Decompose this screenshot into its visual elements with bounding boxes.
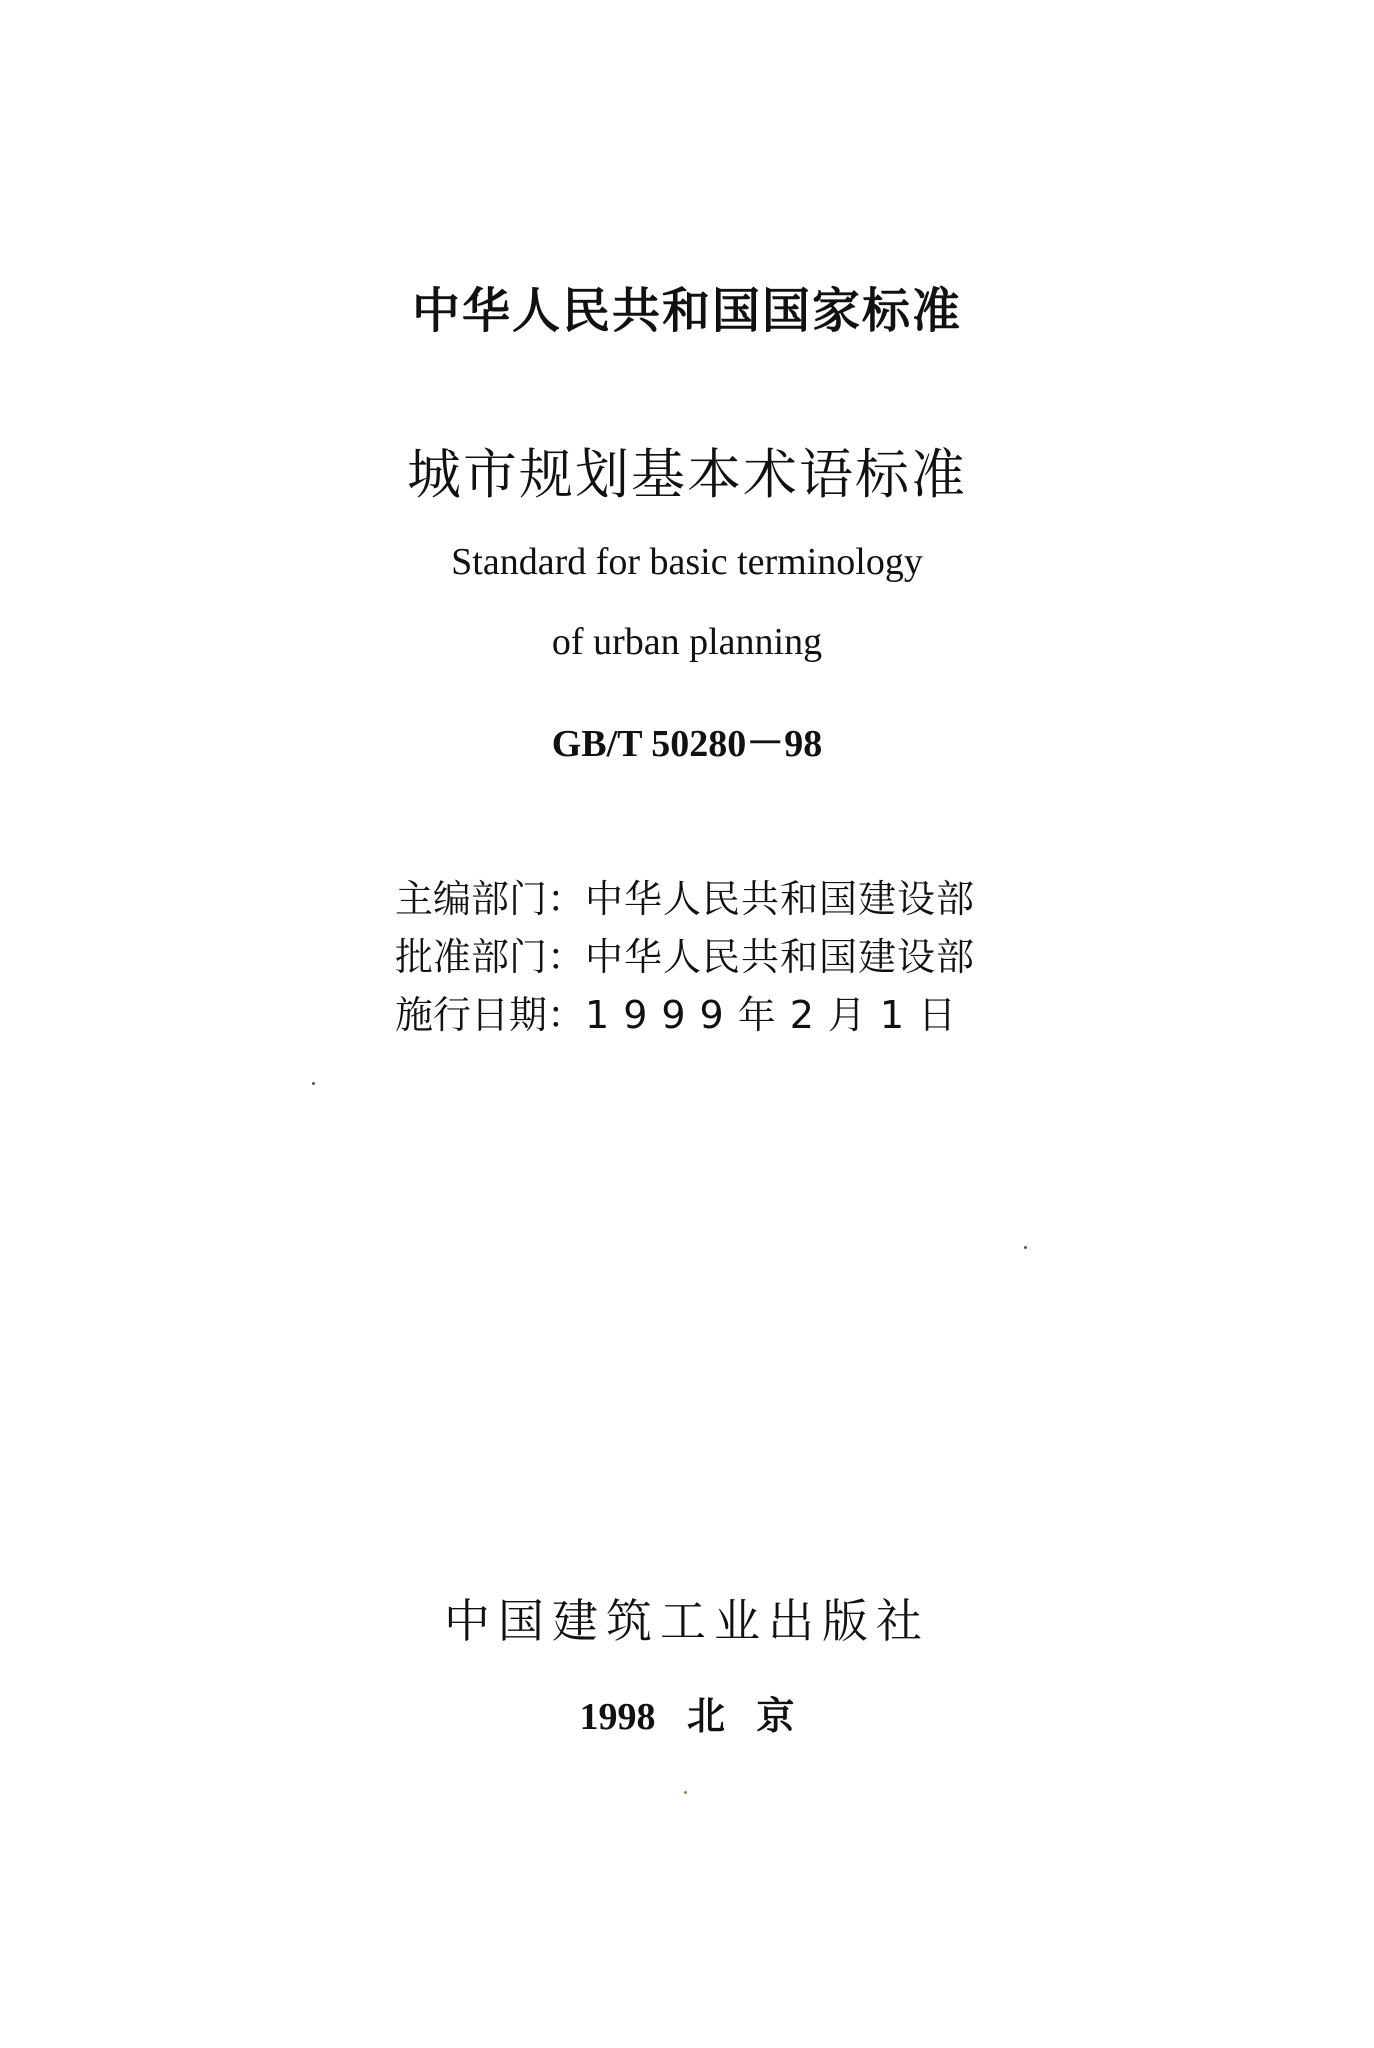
standard-title-english-line1: Standard for basic terminology	[451, 541, 923, 583]
approver-row	[395, 926, 975, 981]
effective-date-value: 1999年2月1日	[585, 993, 971, 1037]
scan-speck	[684, 1791, 687, 1794]
effective-date-row	[395, 984, 970, 1039]
approver-value: 中华人民共和国建设部	[585, 935, 976, 979]
scan-speck	[1024, 1246, 1027, 1249]
standard-code: GB/T 50280－98	[551, 723, 823, 765]
editor-value: 中华人民共和国建设部	[585, 877, 976, 921]
scan-speck	[312, 1082, 315, 1085]
editor-row	[395, 868, 975, 923]
approver-label: 批准部门：	[395, 935, 586, 979]
national-standard-heading: 中华人民共和国国家标准	[411, 283, 962, 339]
effective-date-label: 施行日期：	[395, 993, 586, 1037]
publisher-imprint: 1998 北 京	[579, 1696, 795, 1738]
publisher-name: 中国建筑工业出版社	[444, 1594, 930, 1648]
standard-title-chinese: 城市规划基本术语标准	[407, 443, 967, 506]
standard-title-english-line2: of urban planning	[551, 621, 823, 663]
editor-label: 主编部门：	[395, 877, 586, 921]
